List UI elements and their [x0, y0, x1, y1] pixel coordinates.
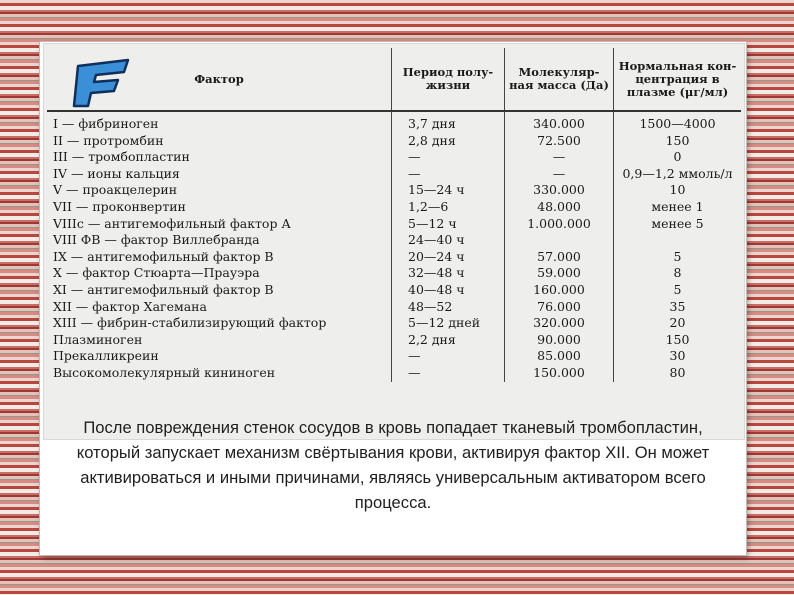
concentration: менее 5	[614, 216, 742, 233]
table-row	[47, 299, 741, 316]
half-life: 1,2—6	[392, 199, 505, 216]
concentration: 10	[614, 182, 742, 199]
table-row	[47, 199, 741, 216]
concentration: 30	[614, 348, 742, 365]
concentration: 150	[614, 133, 742, 150]
concentration: 5	[614, 249, 742, 266]
half-life: 2,2 дня	[392, 332, 505, 349]
concentration: 20	[614, 315, 742, 332]
table-header-row	[47, 48, 741, 111]
factor-name: XIII — фибрин-стабилизирующий фактор	[53, 315, 327, 331]
molecular-mass: —	[505, 166, 614, 183]
table-row	[47, 265, 741, 282]
table-row	[47, 182, 741, 199]
molecular-mass: 57.000	[505, 249, 614, 266]
header-concentration: Нормальная кон- центрация в плазме (μг/мл)	[614, 48, 742, 111]
header-molecular-mass: Молекуляр- ная масса (Да)	[505, 48, 614, 111]
molecular-mass: 48.000	[505, 199, 614, 216]
molecular-mass: 59.000	[505, 265, 614, 282]
table-row	[47, 149, 741, 166]
table-row	[47, 111, 741, 133]
table-row	[47, 166, 741, 183]
table-row	[47, 315, 741, 332]
concentration: 35	[614, 299, 742, 316]
concentration: 80	[614, 365, 742, 382]
concentration: 0,9—1,2 ммоль/л	[614, 166, 742, 183]
molecular-mass: 90.000	[505, 332, 614, 349]
factor-name: III — тромбопластин	[53, 149, 190, 165]
molecular-mass: 72.500	[505, 133, 614, 150]
molecular-mass: 160.000	[505, 282, 614, 299]
molecular-mass: 340.000	[505, 111, 614, 133]
half-life: —	[392, 365, 505, 382]
concentration: 150	[614, 332, 742, 349]
coagulation-factors-table	[47, 48, 741, 382]
factor-name: XII — фактор Хагемана	[53, 298, 207, 314]
half-life: 20—24 ч	[392, 249, 505, 266]
table-row	[47, 365, 741, 382]
header-half-life: Период полу- жизни	[392, 48, 505, 111]
concentration: 5	[614, 282, 742, 299]
factor-name: X — фактор Стюарта—Прауэра	[53, 265, 260, 281]
header-factor: Фактор	[47, 48, 392, 111]
table-row	[47, 133, 741, 150]
half-life: 5—12 дней	[392, 315, 505, 332]
concentration: менее 1	[614, 199, 742, 216]
table-row	[47, 216, 741, 233]
concentration: 1500—4000	[614, 111, 742, 133]
table-row	[47, 348, 741, 365]
factor-name: IX — антигемофильный фактор В	[53, 248, 274, 264]
half-life: 2,8 дня	[392, 133, 505, 150]
factor-name: II — протромбин	[53, 132, 164, 148]
molecular-mass	[505, 232, 614, 249]
half-life: —	[392, 166, 505, 183]
half-life: 40—48 ч	[392, 282, 505, 299]
factor-name: I — фибриноген	[53, 116, 159, 131]
caption-text: После повреждения стенок сосудов в кровь попадает тканевый тромбопластин, который запускает механизм свёртывания крови, активируя фактор XII. Он может активироваться и иными причинами, являясь универсальным активатором всего процесса.	[76, 418, 710, 512]
factor-name: Плазминоген	[53, 331, 143, 347]
molecular-mass: 76.000	[505, 299, 614, 316]
concentration: 8	[614, 265, 742, 282]
slide	[40, 42, 746, 555]
half-life: —	[392, 348, 505, 365]
molecular-mass: 150.000	[505, 365, 614, 382]
molecular-mass: 85.000	[505, 348, 614, 365]
table-row	[47, 282, 741, 299]
concentration: 0	[614, 149, 742, 166]
factor-name: Прекалликреин	[53, 348, 159, 364]
molecular-mass: —	[505, 149, 614, 166]
half-life: —	[392, 149, 505, 166]
table-row	[47, 249, 741, 266]
factor-name: XI — антигемофильный фактор В	[53, 281, 274, 297]
half-life: 15—24 ч	[392, 182, 505, 199]
molecular-mass: 320.000	[505, 315, 614, 332]
half-life: 3,7 дня	[392, 111, 505, 133]
half-life: 48—52	[392, 299, 505, 316]
factor-name: IV — ионы кальция	[53, 165, 180, 181]
half-life: 5—12 ч	[392, 216, 505, 233]
factor-name: VIIIc — антигемофильный фактор А	[53, 215, 291, 231]
concentration	[614, 232, 742, 249]
table-row	[47, 232, 741, 249]
factor-name: Высокомолекулярный кининоген	[53, 364, 276, 380]
molecular-mass: 330.000	[505, 182, 614, 199]
molecular-mass: 1.000.000	[505, 216, 614, 233]
factor-name: VIII ФВ — фактор Виллебранда	[53, 232, 260, 248]
factor-name: V — проакцелерин	[53, 182, 178, 198]
factor-name: VII — проконвертин	[53, 198, 186, 214]
coagulation-factors-table-image	[43, 43, 745, 440]
half-life: 32—48 ч	[392, 265, 505, 282]
half-life: 24—40 ч	[392, 232, 505, 249]
table-row	[47, 332, 741, 349]
